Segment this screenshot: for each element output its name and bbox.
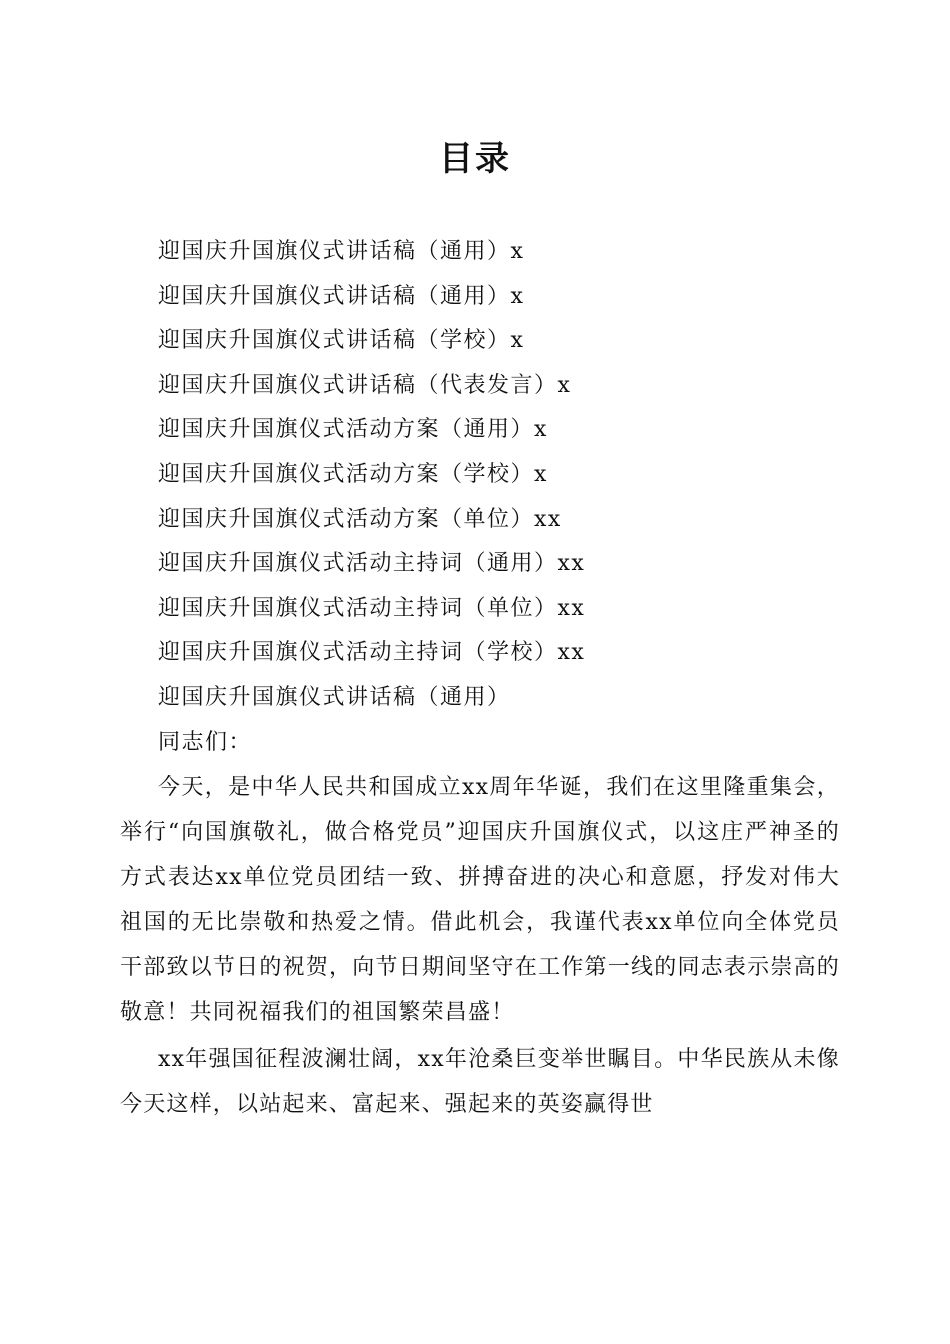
toc-entry[interactable]: 迎国庆升国旗仪式活动方案（学校）x — [158, 461, 548, 487]
toc-entry[interactable]: 迎国庆升国旗仪式讲话稿（通用）x — [158, 239, 525, 264]
document-body — [120, 676, 840, 1127]
body-paragraph: xx年强国征程波澜壮阔，xx年沧桑巨变举世瞩目。中华民族从未像今天这样，以站起来、富起来、强起来的英姿赢得世 — [120, 1047, 840, 1118]
toc-entry[interactable]: 迎国庆升国旗仪式讲话稿（通用）x — [158, 283, 525, 309]
table-of-contents — [158, 230, 858, 676]
salutation: 同志们： — [158, 729, 253, 755]
toc-entry[interactable]: 迎国庆升国旗仪式活动主持词（单位）xx — [158, 595, 586, 621]
toc-entry[interactable]: 迎国庆升国旗仪式活动主持词（通用）xx — [158, 551, 586, 577]
toc-entry[interactable]: 迎国庆升国旗仪式活动方案（单位）xx — [158, 506, 562, 532]
toc-entry[interactable]: 迎国庆升国旗仪式活动方案（通用）x — [158, 417, 548, 443]
body-paragraph: 今天，是中华人民共和国成立xx周年华诞，我们在这里隆重集会，举行“向国旗敬礼，做合格党员”迎国庆升国旗仪式，以这庄严神圣的方式表达xx单位党员团结一致、拼搏奋进的决心和意愿，抒发对伟大祖国的无比崇敬和热爱之情。借此机会，我谨代表xx单位向全体党员干部致以节日的祝贺，向节日期间坚守在工作第一线的同志表示崇高的敬意！共同祝福我们的祖国繁荣昌盛！ — [120, 775, 840, 1026]
section-heading: 迎国庆升国旗仪式讲话稿（通用） — [158, 685, 511, 710]
toc-title: 目录 — [439, 139, 511, 179]
toc-entry[interactable]: 迎国庆升国旗仪式讲话稿（代表发言）x — [158, 372, 572, 398]
toc-entry[interactable]: 迎国庆升国旗仪式活动主持词（学校）xx — [158, 640, 586, 666]
toc-entry[interactable]: 迎国庆升国旗仪式讲话稿（学校）x — [158, 328, 525, 354]
